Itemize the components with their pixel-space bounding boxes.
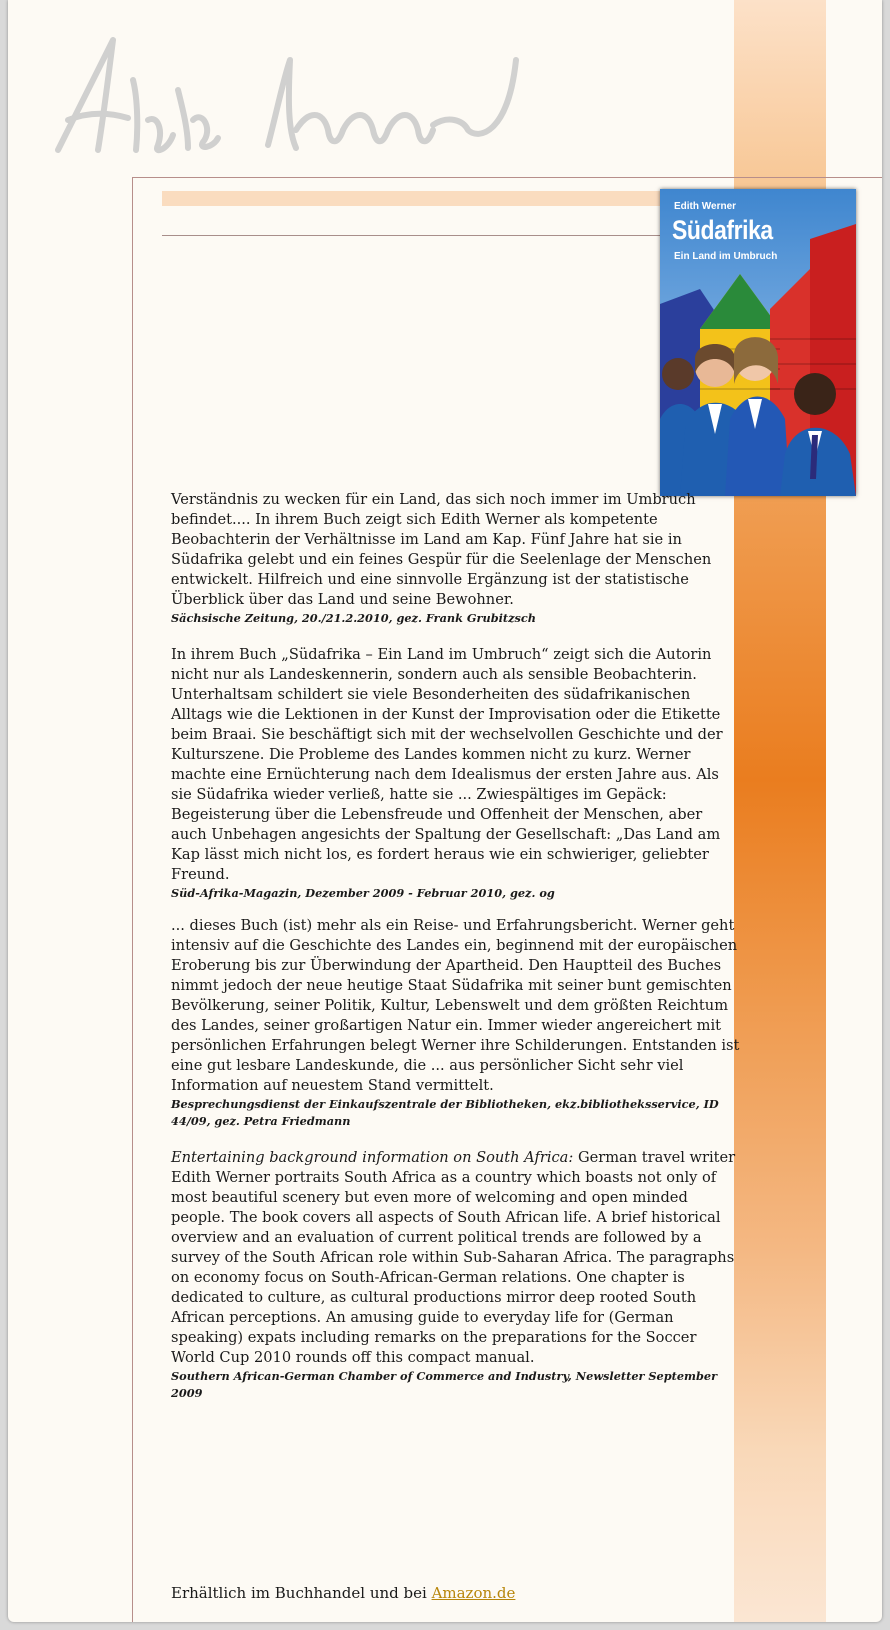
review-chamber-of-commerce xyxy=(171,1148,741,1402)
review-source: Southern African-German Chamber of Commerce and Industry, Newsletter September 2009 xyxy=(171,1369,718,1400)
review-saechsische-zeitung xyxy=(171,490,741,627)
review-lead: Entertaining background information on South Africa: xyxy=(171,1149,574,1166)
review-sued-afrika-magazin xyxy=(171,645,741,902)
review-text: Verständnis zu wecken für ein Land, das sich noch immer im Umbruch befindet.... In ihrem Buch zeigt sich Edith Werner als kompetente Beobachterin der Verhältnisse im Land am Kap. Fünf Jahre hat sie in Südafrika gelebt und ein feines Gespür für die Seelenlage der Menschen entwickelt. Hilfreich und eine sinnvolle Ergänzung ist der statistische Überblick über das Land und seine Bewohner. xyxy=(171,491,712,608)
review-body: German travel writer Edith Werner portraits South Africa as a country which boasts not only of most beautiful scenery but even more of welcoming and open minded people. The book covers all aspects of South African life. A brief historical overview and an evaluation of current political trends are followed by a survey of the South African role within Sub-Saharan Africa. The paragraphs on economy focus on South-African-German relations. One chapter is dedicated to culture, as cultural productions mirror deep rooted South African perceptions. An amusing guide to everyday life for (German speaking) expats including remarks on the preparations for the Soccer World Cup 2010 rounds off this compact manual. xyxy=(171,1149,736,1366)
review-ekz-bibliotheksservice xyxy=(171,916,741,1130)
review-source: Besprechungsdienst der Einkaufszentrale der Bibliotheken, ekz.bibliotheksservice, ID 44/09, gez. Petra Friedmann xyxy=(171,1097,719,1128)
signature-logo xyxy=(38,20,538,170)
review-text xyxy=(171,1148,741,1368)
review-source: Sächsische Zeitung, 20./21.2.2010, gez. Frank Grubitzsch xyxy=(171,611,536,625)
book-cover[interactable] xyxy=(660,189,856,496)
amazon-link[interactable]: Amazon.de xyxy=(431,1584,516,1602)
review-text: ... dieses Buch (ist) mehr als ein Reise- und Erfahrungsbericht. Werner geht intensiv auf die Geschichte des Landes ein, beginnend mit der europäischen Eroberung bis zur Überwindung der Apartheid. Den Hauptteil des Buches nimmt jedoch der neue heutige Staat Südafrika mit seiner bunt gemischten Bevölkerung, seiner Politik, Kultur, Lebenswelt und dem größten Reichtum des Landes, seiner großartigen Natur ein. Immer wieder angereichert mit persönlichen Erfahrungen belegt Werner ihre Schilderungen. Entstanden ist eine gut lesbare Landeskunde, die ... aus persönlicher Sicht sehr viel Information auf neuestem Stand vermittelt. xyxy=(171,917,740,1094)
cover-title: Südafrika xyxy=(672,215,773,245)
cover-author: Edith Werner xyxy=(674,201,737,212)
review-text: In ihrem Buch „Südafrika – Ein Land im Umbruch“ zeigt sich die Autorin nicht nur als Landeskennerin, sondern auch als sensible Beobachterin. Unterhaltsam schildert sie viele Besonderheiten des südafrikanischen Alltags wie die Lektionen in der Kunst der Improvisation oder die Etikette beim Braai. Sie beschäftigt sich mit der wechselvollen Geschichte und der Kulturszene. Die Probleme des Landes kommen nicht zu kurz. Werner machte eine Ernüchterung nach dem Idealismus der ersten Jahre aus. Als sie Südafrika wieder verließ, hatte sie ... Zwiespältiges im Gepäck: Begeisterung über die Lebensfreude und Offenheit der Menschen, aber auch Unbehagen angesichts der Spaltung der Gesellschaft: „Das Land am Kap lässt mich nicht los, es fordert heraus wie ein schwieriger, geliebter Freund. xyxy=(171,646,723,883)
header-peach-bar xyxy=(162,191,664,206)
review-source: Süd-Afrika-Magazin, Dezember 2009 - Februar 2010, gez. og xyxy=(171,886,555,900)
availability-text: Erhältlich im Buchhandel und bei xyxy=(171,1584,432,1602)
header-divider xyxy=(162,235,664,236)
cover-subtitle: Ein Land im Umbruch xyxy=(674,251,778,262)
availability-note xyxy=(171,1584,515,1602)
